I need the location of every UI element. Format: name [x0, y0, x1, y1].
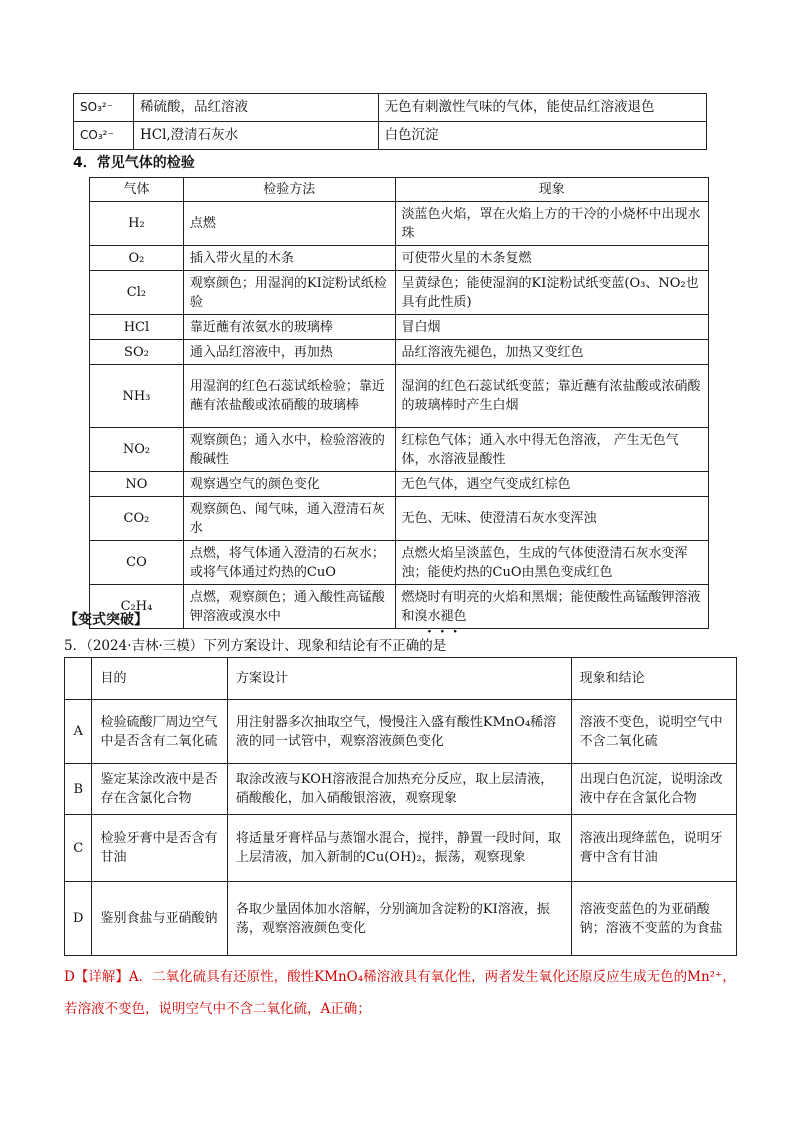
table-row [90, 340, 709, 365]
phenomenon-cell: 白色沉淀 [378, 122, 706, 150]
table-row [90, 365, 709, 428]
purpose-cell: 鉴别食盐与亚硝酸钠 [92, 882, 227, 956]
gas-cell: O₂ [90, 246, 184, 271]
design-cell: 将适量牙膏样品与蒸馏水混合，搅拌，静置一段时间，取上层清液，加入新制的Cu(OH)₂，振荡，观察现象 [227, 815, 571, 882]
variation-tag: 【变式突破】 [64, 612, 148, 628]
question-stem: 5．（2024·吉林·三模）下列方案设计、现象和结论有不正确的是 [64, 638, 447, 654]
table-header-row [90, 178, 709, 202]
table-row [74, 122, 707, 150]
phenomenon-cell: 无色、无味、使澄清石灰水变浑浊 [395, 497, 708, 541]
design-cell: 取涂改液与KOH溶液混合加热充分反应，取上层清液，硝酸酸化，加入硝酸银溶液，观察现象 [227, 764, 571, 815]
method-cell: 靠近蘸有浓氨水的玻璃棒 [183, 315, 395, 340]
gas-cell: HCl [90, 315, 184, 340]
phenomenon-cell: 品红溶液先褪色，加热又变红色 [395, 340, 708, 365]
method-cell: 插入带火星的木条 [183, 246, 395, 271]
phenomenon-cell: 呈黄绿色；能使湿润的KI淀粉试纸变蓝(O₃、NO₂也具有此性质) [395, 271, 708, 315]
phenomenon-cell: 淡蓝色火焰，罩在火焰上方的干冷的小烧杯中出现水珠 [395, 202, 708, 246]
result-cell: 出现白色沉淀，说明涂改液中存在含氯化合物 [571, 764, 736, 815]
table-row [65, 815, 737, 882]
option-label: C [65, 815, 92, 882]
method-cell: 点燃 [183, 202, 395, 246]
table-row [65, 764, 737, 815]
gas-cell: CO [90, 541, 184, 585]
method-cell: 观察颜色、闻气味，通入澄清石灰水 [183, 497, 395, 541]
result-cell: 溶液出现绛蓝色，说明牙膏中含有甘油 [571, 815, 736, 882]
column-header: 现象和结论 [571, 658, 736, 700]
column-header: 气体 [90, 178, 184, 202]
table-row [90, 497, 709, 541]
gas-cell: NO [90, 472, 184, 497]
table-row [90, 271, 709, 315]
gas-cell: Cl₂ [90, 271, 184, 315]
column-header [65, 658, 92, 700]
answer-explanation: D【详解】A．二氧化硫具有还原性，酸性KMnO₄稀溶液具有氧化性，两者发生氧化还原反应生成无色的Mn²⁺，若溶液不变色，说明空气中不含二氧化硫，A正确； [64, 969, 736, 1017]
table-header-row [65, 658, 737, 700]
option-label: A [65, 700, 92, 764]
purpose-cell: 鉴定某涂改液中是否存在含氯化合物 [92, 764, 227, 815]
table-row [90, 428, 709, 472]
method-cell: 点燃，将气体通入澄清的石灰水；或将气体通过灼热的CuO [183, 541, 395, 585]
method-cell: 点燃，观察颜色；通入酸性高锰酸钾溶液或溴水中 [183, 585, 395, 629]
table-row [90, 585, 709, 629]
method-cell: 观察颜色；用湿润的KI淀粉试纸检验 [183, 271, 395, 315]
column-header: 现象 [395, 178, 708, 202]
phenomenon-cell: 红棕色气体；通入水中得无色溶液， 产生无色气体，水溶液显酸性 [395, 428, 708, 472]
table-row [74, 94, 707, 122]
option-label: B [65, 764, 92, 815]
table-row [90, 472, 709, 497]
section-title: 4．常见气体的检验 [73, 155, 195, 171]
method-cell: 观察颜色；通入水中，检验溶液的酸碱性 [183, 428, 395, 472]
reagent-cell: 稀硫酸，品红溶液 [133, 94, 378, 122]
phenomenon-cell: 无色有刺激性气味的气体，能使品红溶液退色 [378, 94, 706, 122]
gas-cell: CO₂ [90, 497, 184, 541]
reagent-cell: HCl,澄清石灰水 [133, 122, 378, 150]
gas-cell: NH₃ [90, 365, 184, 428]
design-cell: 各取少量固体加水溶解，分别滴加含淀粉的KI溶液，振荡，观察溶液颜色变化 [227, 882, 571, 956]
gas-test-table [89, 177, 709, 629]
purpose-cell: 检验硫酸厂周边空气中是否含有二氧化硫 [92, 700, 227, 764]
table-row [65, 700, 737, 764]
result-cell: 溶液不变色，说明空气中不含二氧化硫 [571, 700, 736, 764]
result-cell: 溶液变蓝色的为亚硝酸钠；溶液不变蓝的为食盐 [571, 882, 736, 956]
gas-cell: H₂ [90, 202, 184, 246]
option-label: D [65, 882, 92, 956]
table-row [90, 202, 709, 246]
ion-cell: SO₃²⁻ [74, 94, 134, 122]
column-header: 目的 [92, 658, 227, 700]
phenomenon-cell: 可使带火星的木条复燃 [395, 246, 708, 271]
table-row [65, 882, 737, 956]
method-cell: 通入品红溶液中，再加热 [183, 340, 395, 365]
method-cell: 用湿润的红色石蕊试纸检验；靠近蘸有浓盐酸或浓硝酸的玻璃棒 [183, 365, 395, 428]
column-header: 方案设计 [227, 658, 571, 700]
column-header: 检验方法 [183, 178, 395, 202]
gas-cell: C₂H₄ [90, 585, 184, 629]
gas-cell: SO₂ [90, 340, 184, 365]
purpose-cell: 检验牙膏中是否含有甘油 [92, 815, 227, 882]
phenomenon-cell: 燃烧时有明亮的火焰和黑烟；能使酸性高锰酸钾溶液和溴水褪色 [395, 585, 708, 629]
ion-test-table [73, 93, 707, 150]
phenomenon-cell: 无色气体，遇空气变成红棕色 [395, 472, 708, 497]
ion-cell: CO₃²⁻ [74, 122, 134, 150]
phenomenon-cell: 点燃火焰呈淡蓝色，生成的气体使澄清石灰水变浑浊；能使灼热的CuO由黑色变成红色 [395, 541, 708, 585]
phenomenon-cell: 冒白烟 [395, 315, 708, 340]
method-cell: 观察遇空气的颜色变化 [183, 472, 395, 497]
table-row [90, 541, 709, 585]
emphasis-dots: ··· [427, 624, 466, 640]
gas-cell: NO₂ [90, 428, 184, 472]
table-row [90, 315, 709, 340]
table-row [90, 246, 709, 271]
phenomenon-cell: 湿润的红色石蕊试纸变蓝；靠近蘸有浓盐酸或浓硝酸的玻璃棒时产生白烟 [395, 365, 708, 428]
question-table [64, 657, 737, 956]
design-cell: 用注射器多次抽取空气，慢慢注入盛有酸性KMnO₄稀溶液的同一试管中，观察溶液颜色变化 [227, 700, 571, 764]
